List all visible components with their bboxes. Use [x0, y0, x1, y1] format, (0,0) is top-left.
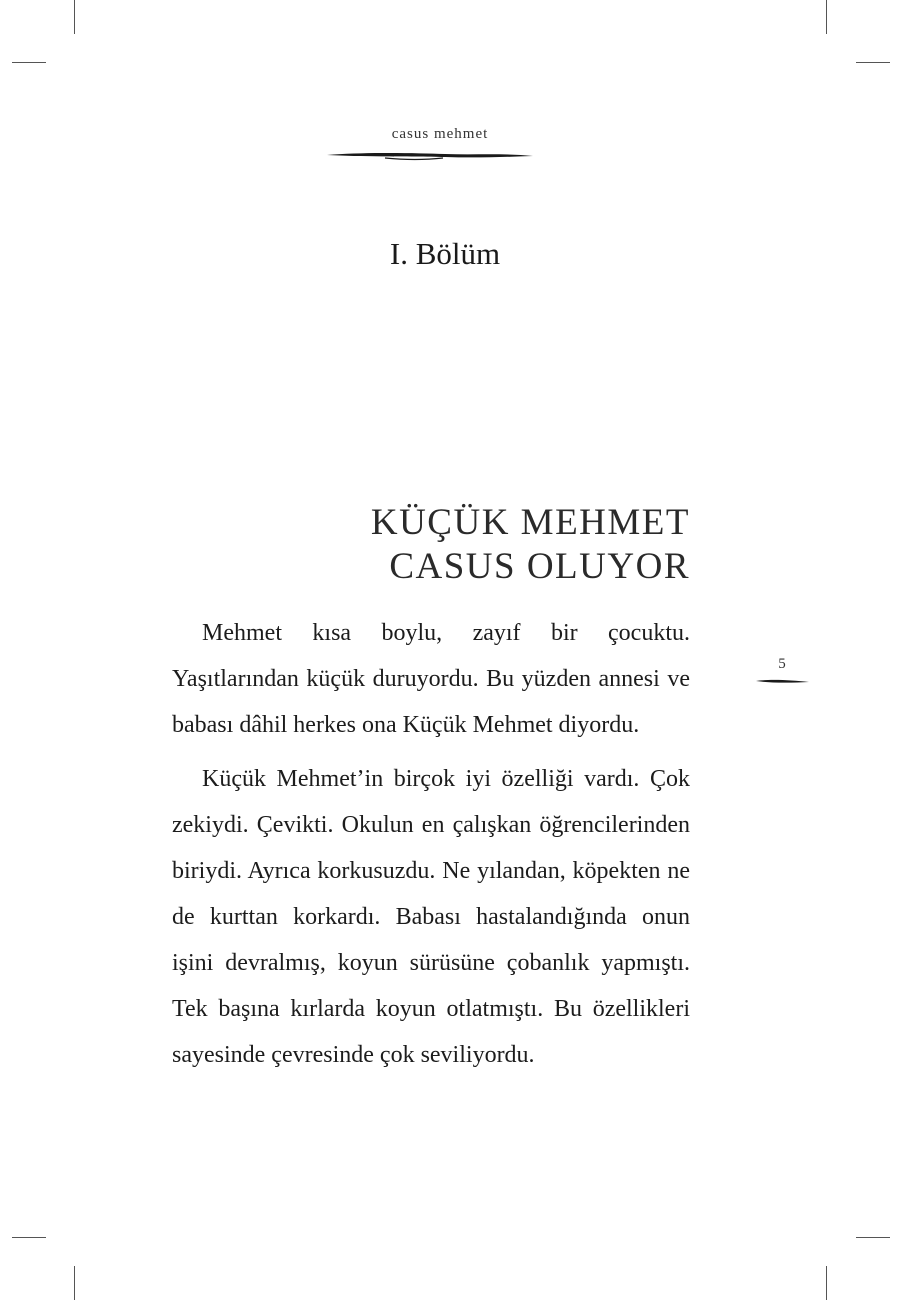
body-text	[172, 610, 690, 1086]
crop-mark-bottom-right	[826, 1266, 827, 1300]
crop-mark-top-right	[826, 0, 827, 34]
running-head-brush-rule	[325, 148, 535, 162]
page-number-brush-rule	[755, 677, 810, 685]
crop-mark-bottom-left	[74, 1266, 75, 1300]
crop-mark-top-left	[74, 0, 75, 34]
crop-mark-right-top	[856, 62, 890, 63]
running-head: casus mehmet	[391, 126, 489, 142]
chapter-title: I. Bölüm	[389, 236, 501, 271]
page-number: 5	[778, 656, 786, 672]
section-title	[210, 501, 690, 589]
paragraph-1: Mehmet kısa boylu, zayıf bir çocuktu. Yaşıtlarından küçük duruyordu. Bu yüzden annesi ve babası dâhil herkes ona Küçük Mehmet diyordu.	[172, 620, 690, 738]
paragraph-2: Küçük Mehmet’in birçok iyi özelliği vardı. Çok zekiydi. Çevikti. Okulun en çalışkan öğrencilerinden biriydi. Ayrıca korkusuzdu. Ne yılandan, köpekten ne de kurttan korkardı. Babası hastalandığında onun işini devralmış, koyun sürüsüne çobanlık yapmıştı. Tek başına kırlarda koyun otlatmıştı. Bu özellikleri sayesinde çevresinde çok seviliyordu.	[172, 766, 690, 1068]
crop-mark-left-top	[12, 62, 46, 63]
crop-mark-right-bottom	[856, 1237, 890, 1238]
crop-mark-left-bottom	[12, 1237, 46, 1238]
section-title-line-2: CASUS OLUYOR	[389, 545, 690, 587]
section-title-line-1: KÜÇÜK MEHMET	[370, 501, 690, 543]
